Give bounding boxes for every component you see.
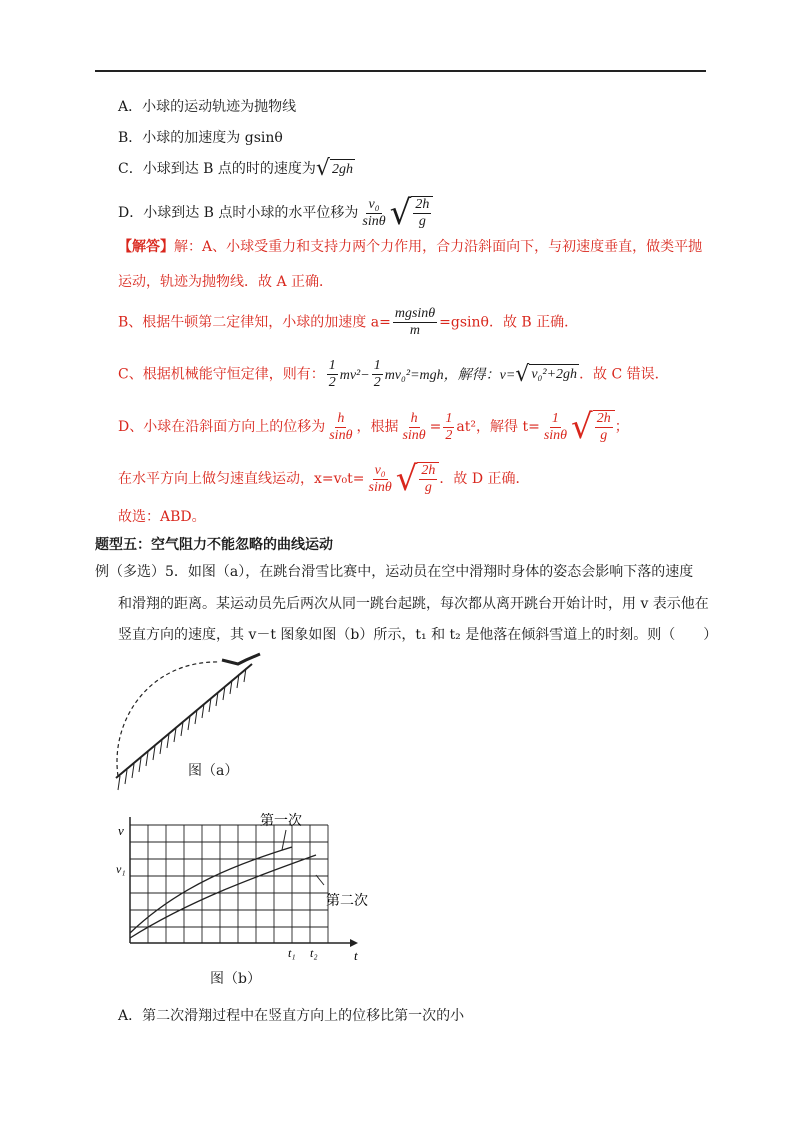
answer-c-suffix: ．故 C 错误．	[579, 366, 669, 383]
section-title: 题型五：空气阻力不能忽略的曲线运动	[95, 537, 333, 553]
figure-b-caption: 图（b）	[210, 971, 261, 987]
fraction-denominator: g	[424, 480, 432, 495]
sqrt-content: v₀²+2gh	[529, 364, 579, 385]
answer-c-text: C、根据机械能守恒定律，则有：	[118, 366, 325, 383]
answer-line-2: 运动，轨迹为抛物线．故 A 正确．	[118, 274, 334, 290]
fraction	[400, 411, 427, 444]
sqrt-expression: √ $\frac{2h}{g}$	[390, 196, 434, 230]
sqrt-expression: √ $\frac{2h}{g}$	[571, 410, 615, 444]
equation-part: mv₀²=mgh，解得：v=	[384, 367, 516, 383]
fraction	[360, 197, 387, 230]
fraction-denominator: sinθ	[402, 427, 426, 443]
fraction-denominator: 2	[373, 375, 381, 390]
fraction-denominator: 2	[445, 427, 453, 443]
answer-text-1: 解：A、小球受重力和支持力两个力作用，合力沿斜面向下，与初速度垂直，做类平抛	[174, 239, 703, 255]
t1-label: t₁	[288, 946, 296, 960]
figure-b-vt-graph	[110, 805, 380, 975]
label-leader-first	[282, 830, 286, 850]
fraction-denominator: 2	[328, 375, 336, 390]
fraction-numerator: h	[337, 410, 345, 426]
t-axis-arrow	[350, 939, 358, 947]
label-leader-second	[316, 875, 324, 885]
answer-line-1	[118, 237, 702, 257]
fraction	[393, 306, 437, 339]
option-a: A．小球的运动轨迹为抛物线	[118, 99, 297, 115]
answer-b-suffix: =gsinθ．故 B 正确．	[439, 314, 579, 331]
answer-d-text: D、小球在沿斜面方向上的位移为	[118, 419, 326, 435]
fraction-numerator: mgsinθ	[394, 306, 436, 321]
header-rule	[95, 70, 706, 72]
option-c-text: C．小球到达 B 点的时的速度为	[118, 161, 316, 177]
y-axis-label: v	[118, 823, 124, 838]
trajectory-curve	[117, 662, 220, 776]
option-b: B．小球的加速度为 gsinθ	[118, 130, 283, 146]
answer-c	[118, 358, 669, 391]
answer-choice: 故选：ABD。	[118, 509, 206, 525]
series-first-label: 第一次	[260, 813, 302, 829]
sqrt-expression: √ 2gh	[315, 156, 353, 181]
t2-label: t₂	[310, 946, 318, 960]
skier-icon	[222, 654, 260, 664]
answer-e	[118, 459, 530, 499]
fraction-numerator: 1	[551, 410, 559, 426]
fraction-denominator: g	[600, 428, 608, 443]
option-c-expr: 2gh	[330, 159, 355, 180]
fraction-numerator: v₀	[374, 462, 386, 478]
answer-b	[118, 306, 578, 339]
series-first-curve	[130, 847, 292, 933]
option-a-next: A．第二次滑翔过程中在竖直方向上的位移比第一次的小	[118, 1008, 465, 1024]
fraction-numerator: 2h	[596, 411, 611, 426]
fraction-numerator: v₀	[368, 196, 380, 212]
question-line-2: 和滑翔的距离。某运动员先后两次从同一跳台起跳，每次都从离开跳台开始计时，用 v 表示他在	[118, 596, 709, 612]
fraction	[327, 358, 338, 391]
answer-e-text: 在水平方向上做匀速直线运动，x=v₀t=	[118, 471, 365, 487]
x-axis-label: t	[354, 948, 358, 963]
fraction-numerator: 1	[328, 358, 336, 373]
fraction-numerator: h	[410, 410, 418, 426]
graph-grid	[130, 825, 328, 943]
fraction-denominator: sinθ	[329, 427, 353, 443]
fraction-numerator: 2h	[415, 197, 430, 212]
fraction-denominator: m	[409, 323, 421, 338]
answer-e-suffix: ．故 D 正确．	[439, 471, 530, 487]
fraction	[443, 411, 454, 444]
answer-b-text: B、根据牛顿第二定律知，小球的加速度 a=	[118, 314, 391, 331]
answer-d-end: ；	[614, 419, 629, 435]
answer-d-mid: ，根据	[356, 419, 399, 435]
question-line-3: 竖直方向的速度，其 v－t 图象如图（b）所示，t₁ 和 t₂ 是他落在倾斜雪道上的时刻。则（ ）	[118, 627, 718, 643]
fraction	[367, 463, 394, 496]
fraction	[327, 411, 354, 444]
sqrt-expression: √ v₀²+2gh	[515, 361, 578, 387]
answer-tag: 【解答】	[118, 239, 174, 255]
fraction-denominator: sinθ	[543, 427, 568, 443]
figure-a-caption: 图（a）	[188, 763, 239, 779]
series-second-curve	[130, 855, 316, 938]
option-d	[118, 193, 433, 233]
question-line-1: 例（多选）5．如图（a），在跳台滑雪比赛中，运动员在空中滑翔时身体的姿态会影响下落的速度	[95, 564, 694, 580]
v1-label: v₁	[116, 862, 126, 876]
option-c	[118, 158, 355, 180]
fraction	[372, 358, 383, 391]
fraction-numerator: 2h	[421, 463, 436, 478]
answer-d-at: at²，解得 t=	[456, 419, 540, 435]
fraction-denominator: sinθ	[362, 213, 386, 229]
equation-part: mv²−	[339, 367, 370, 383]
fraction-numerator: 1	[373, 358, 381, 373]
equals-sign: =	[429, 419, 442, 435]
fraction-denominator: sinθ	[368, 479, 392, 495]
sqrt-expression: √ $\frac{2h}{g}$	[396, 462, 440, 496]
fraction-denominator: g	[418, 214, 426, 229]
fraction	[542, 411, 569, 444]
series-second-label: 第二次	[326, 893, 368, 909]
answer-d	[118, 407, 629, 447]
fraction-numerator: 1	[445, 410, 453, 426]
option-d-text: D．小球到达 B 点时小球的水平位移为	[118, 205, 359, 221]
